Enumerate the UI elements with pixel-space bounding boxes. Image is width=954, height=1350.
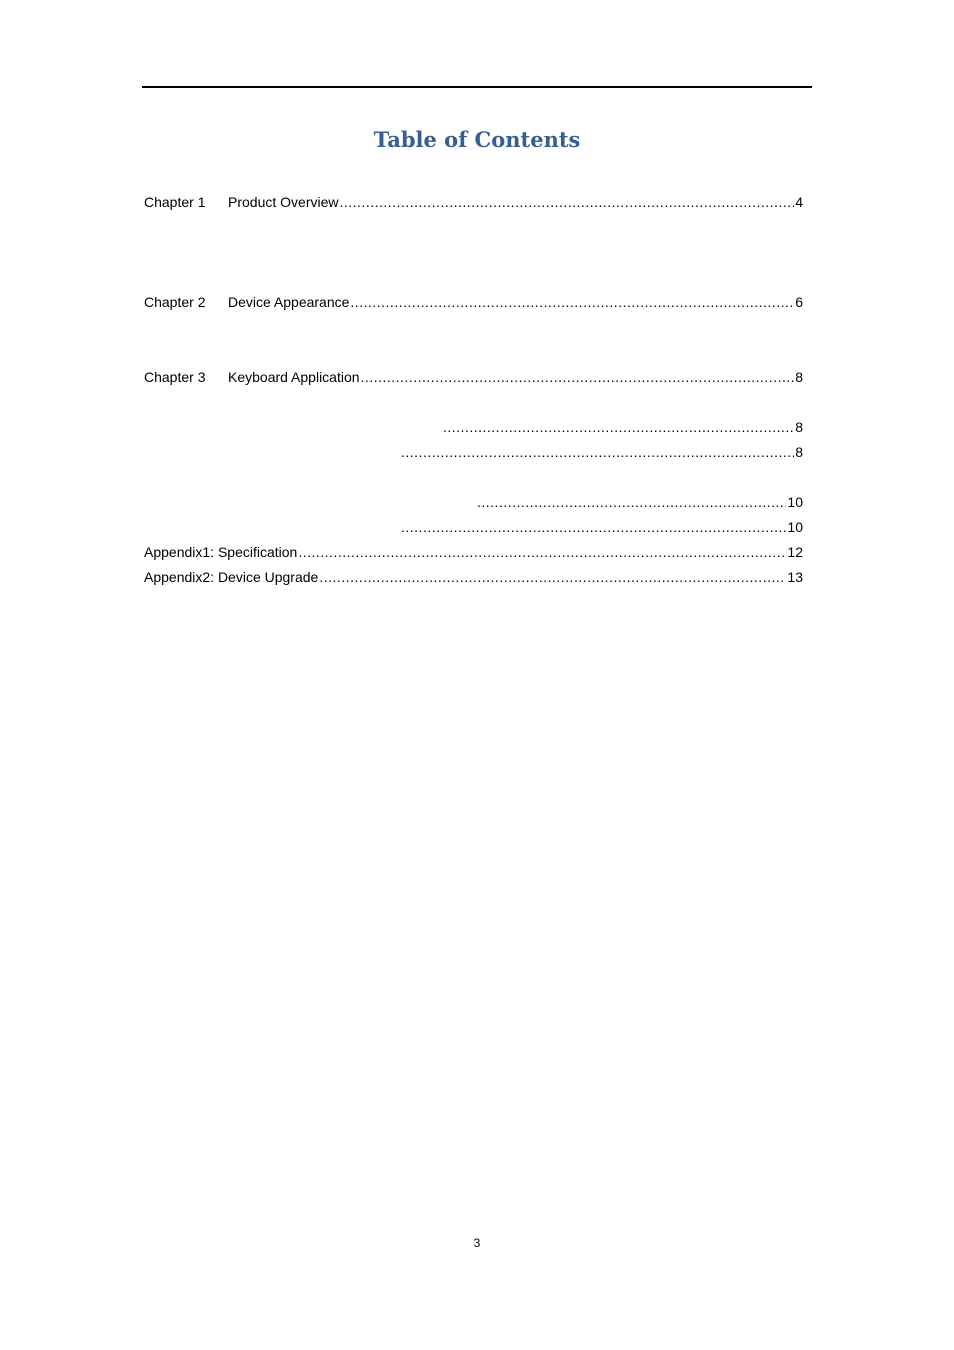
- toc-page-number: 4: [795, 194, 803, 210]
- toc-dot-leader: [477, 492, 786, 512]
- toc-entry-label: Appendix1: Specification: [144, 544, 298, 560]
- toc-page-number: 8: [795, 419, 803, 435]
- toc-dot-leader: [319, 567, 786, 587]
- toc-entry-appendix-2[interactable]: [144, 567, 803, 587]
- toc-entry-chapter-3[interactable]: [144, 367, 803, 387]
- toc-page-number: 8: [795, 369, 803, 385]
- toc-chapter-number: Chapter 1: [144, 194, 206, 210]
- toc-chapter-number: Chapter 2: [144, 294, 206, 310]
- toc-entry-appendix-1[interactable]: [144, 542, 803, 562]
- toc-dot-leader: [401, 442, 794, 462]
- header-rule: [142, 86, 812, 88]
- footer-page-number: 3: [473, 1236, 481, 1250]
- toc-entry-label: Device Appearance: [228, 294, 350, 310]
- toc-entry-chapter-1[interactable]: [144, 192, 803, 212]
- toc-entry-chapter-2[interactable]: [144, 292, 803, 312]
- toc-dot-leader: [339, 192, 794, 212]
- toc-page-number: 10: [787, 494, 803, 510]
- toc-page-number: 10: [787, 519, 803, 535]
- page-title: Table of Contents: [373, 127, 581, 152]
- toc-entry-label: Appendix2: Device Upgrade: [144, 569, 319, 585]
- toc-entry-sub-2[interactable]: [144, 442, 803, 462]
- toc-entry-sub-1[interactable]: [144, 417, 803, 437]
- toc-page-number: 13: [787, 569, 803, 585]
- toc-dot-leader: [401, 517, 786, 537]
- toc-entry-sub-3[interactable]: [144, 492, 803, 512]
- toc-entry-label: Product Overview: [228, 194, 339, 210]
- toc-entry-sub-4[interactable]: [144, 517, 803, 537]
- toc-dot-leader: [361, 367, 795, 387]
- toc-page-number: 12: [787, 544, 803, 560]
- toc-page-number: 8: [795, 444, 803, 460]
- toc-dot-leader: [350, 292, 794, 312]
- toc-dot-leader: [298, 542, 786, 562]
- toc-page-number: 6: [795, 294, 803, 310]
- toc-entry-label: Keyboard Application: [228, 369, 360, 385]
- toc-chapter-number: Chapter 3: [144, 369, 206, 385]
- toc-dot-leader: [443, 417, 794, 437]
